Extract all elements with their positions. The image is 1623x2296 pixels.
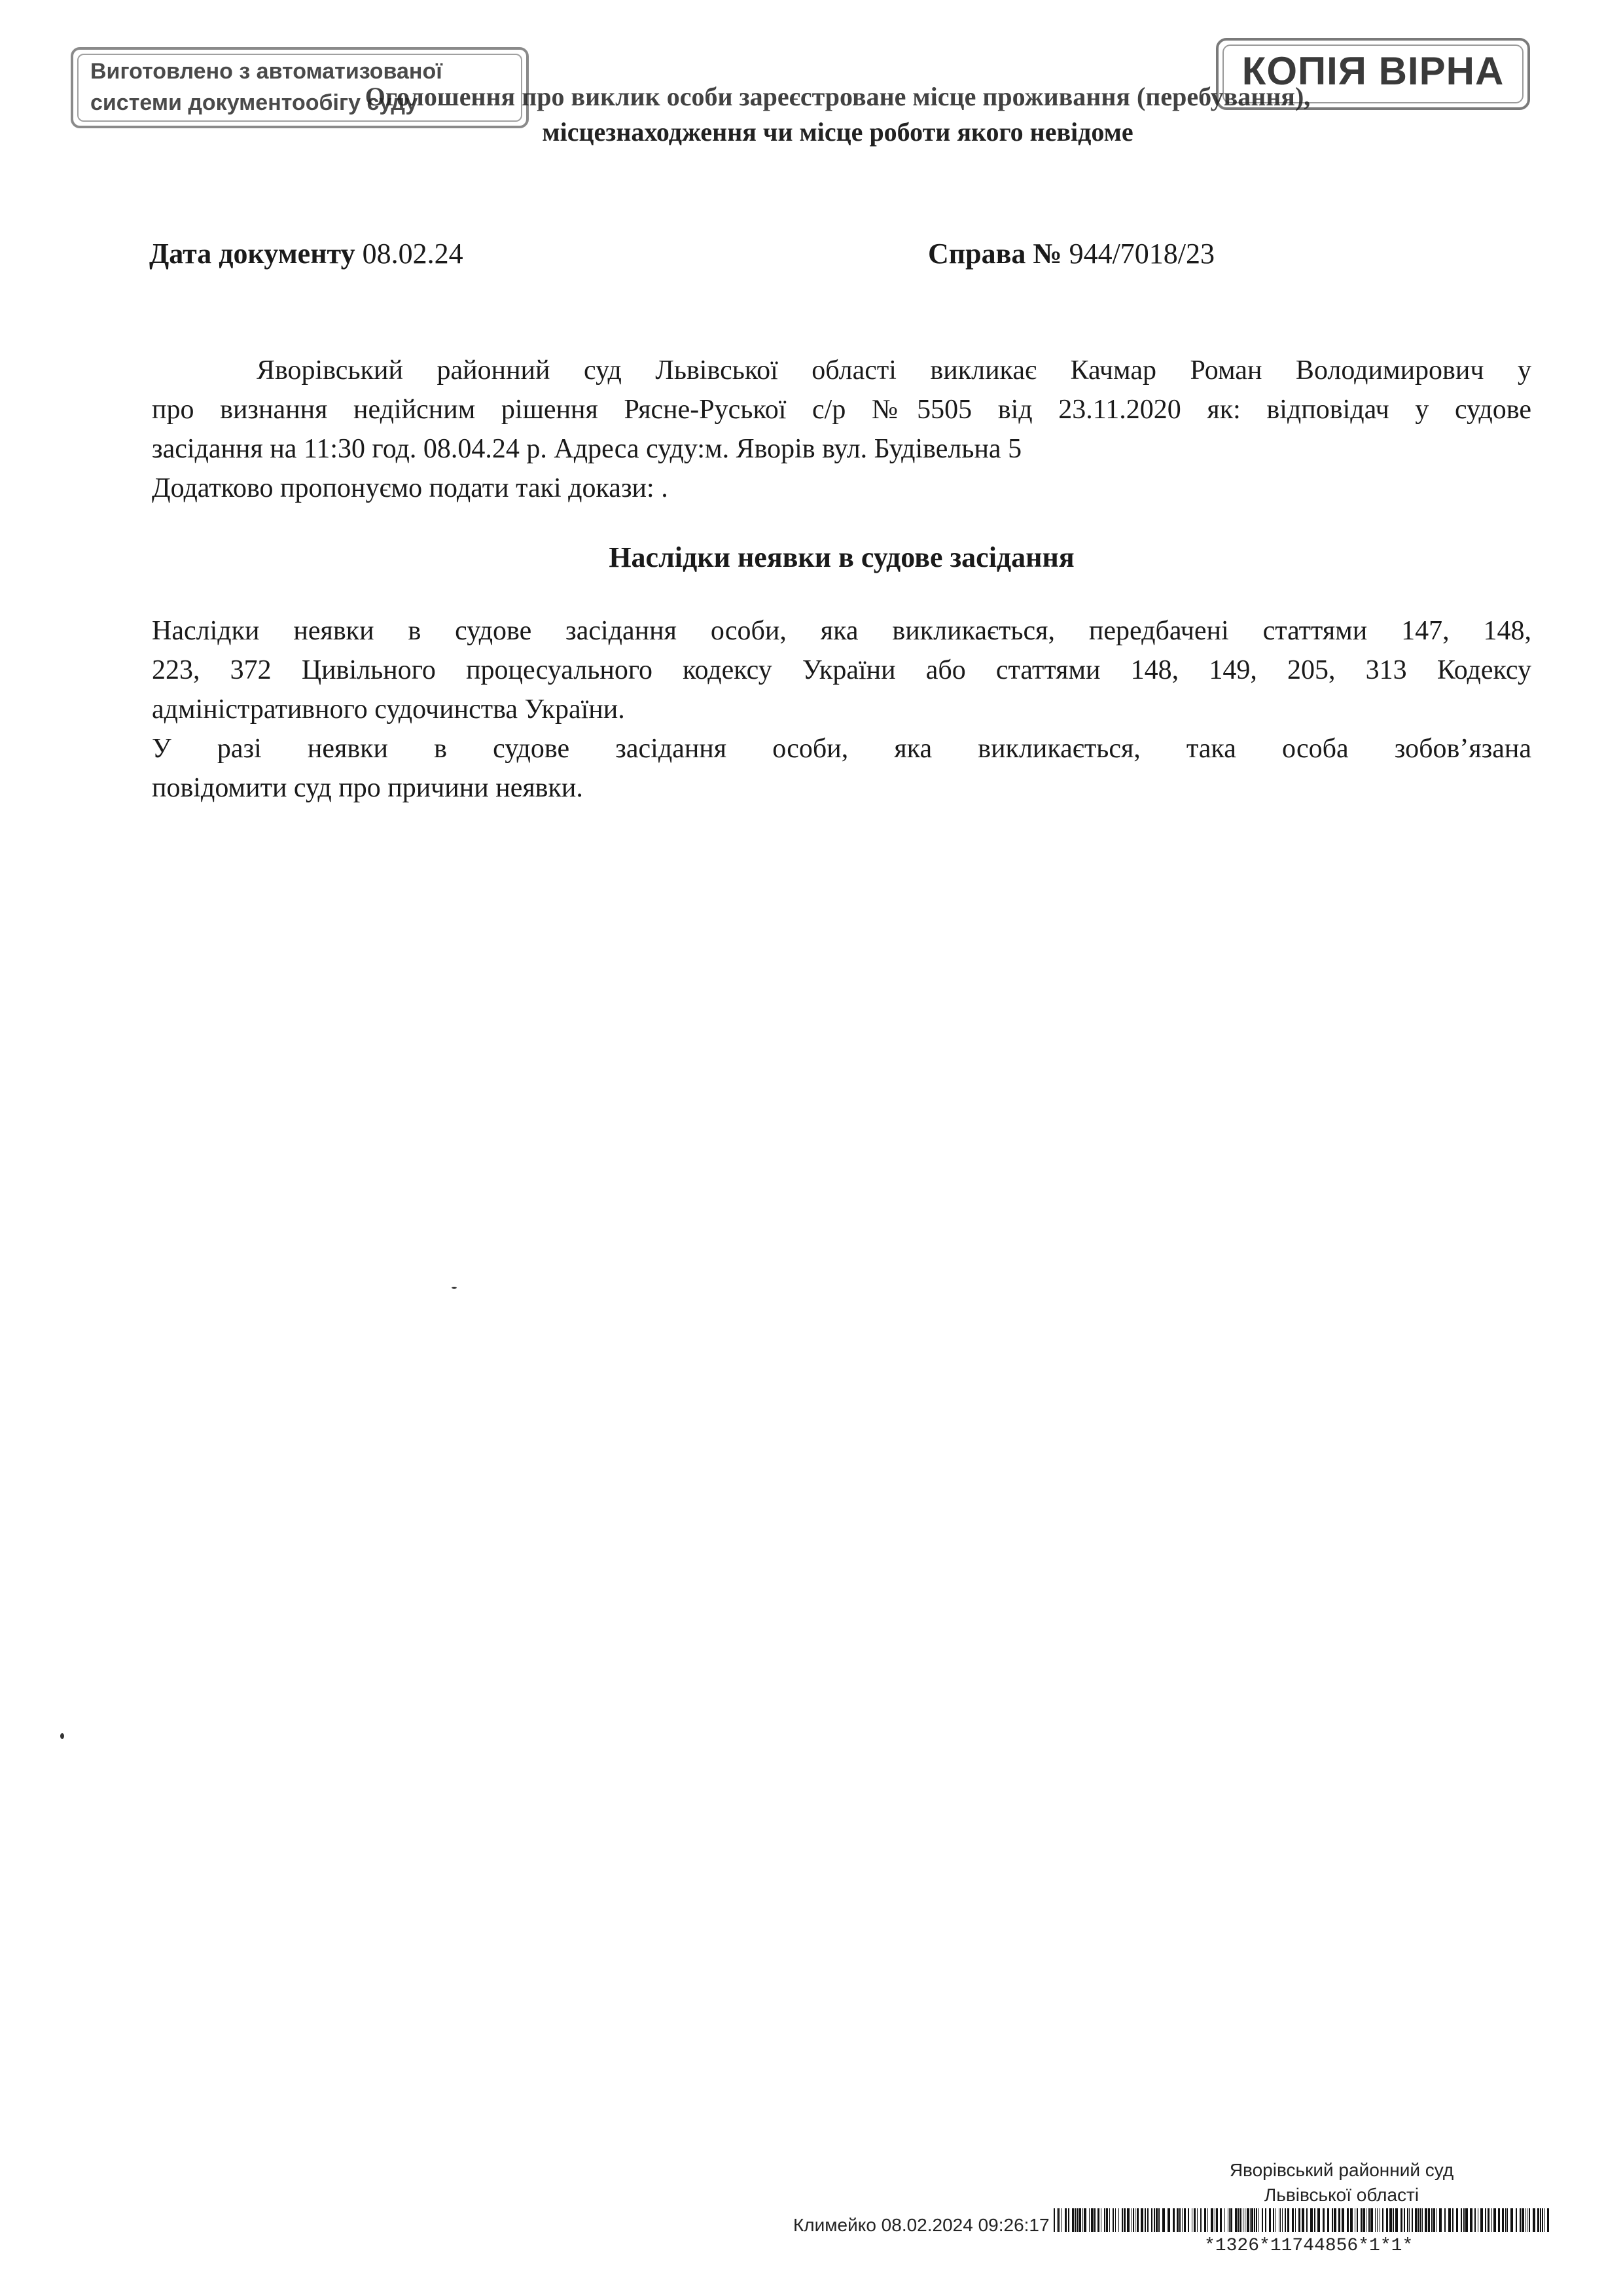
barcode-bar (1334, 2208, 1336, 2232)
barcode-bar (1493, 2208, 1496, 2232)
barcode-bar (1207, 2208, 1208, 2232)
barcode-bar (1204, 2208, 1206, 2232)
barcode-bar (1436, 2208, 1437, 2232)
barcode-bar (1106, 2208, 1108, 2232)
barcode-bar (1211, 2208, 1213, 2232)
barcode-bar (1377, 2208, 1378, 2232)
barcode-bar (1273, 2208, 1274, 2232)
document-title-line2: місцезнаходження чи місце роботи якого невідоме (542, 117, 1133, 147)
barcode-bar (1474, 2208, 1476, 2232)
stamp-auto-line1: Виготовлено з автоматизованої (90, 59, 442, 84)
barcode-bar (1533, 2208, 1535, 2232)
barcode-bar (1520, 2208, 1521, 2232)
barcode-bar (1370, 2208, 1373, 2232)
barcode-bar (1054, 2208, 1055, 2232)
barcode-bar (1418, 2208, 1419, 2232)
barcode-bar (1251, 2208, 1253, 2232)
barcode-bar (1282, 2208, 1283, 2232)
barcode-bar (1177, 2208, 1179, 2232)
footer-user-timestamp: Климейко 08.02.2024 09:26:17 (793, 2215, 1050, 2235)
barcode-bar (1409, 2208, 1410, 2232)
barcode-bar (1280, 2208, 1281, 2232)
barcode-bar (1285, 2208, 1286, 2232)
barcode-bar (1173, 2208, 1175, 2232)
barcode-bar (1314, 2208, 1315, 2232)
document-date (149, 237, 463, 270)
barcode-bar (1072, 2208, 1074, 2232)
barcode-bar (1122, 2208, 1123, 2232)
barcode-bar (1298, 2208, 1300, 2232)
barcode-bar (1386, 2208, 1388, 2232)
barcode-bar (1422, 2208, 1423, 2232)
paragraph-line: Яворівський районний суд Львівської області викликає Качмар Роман Володимирович у (257, 355, 1531, 386)
barcode-bar (1230, 2208, 1232, 2232)
case-label: Справа № (928, 238, 1062, 270)
barcode-bar (1104, 2208, 1105, 2232)
barcode-bar (1250, 2208, 1251, 2232)
paragraph-line: У разі неявки в судове засідання особи, яка викликається, така особа зобов’язана (152, 734, 1531, 764)
barcode-bar (1428, 2208, 1430, 2232)
barcode-bar (1393, 2208, 1394, 2232)
barcode-bar (1115, 2208, 1116, 2232)
barcode-bar (1395, 2208, 1398, 2232)
barcode-bar (1310, 2208, 1313, 2232)
barcode-bar (1118, 2208, 1119, 2232)
barcode-bar (1229, 2208, 1230, 2232)
barcode-bar (1502, 2208, 1504, 2232)
barcode-bar (1182, 2208, 1183, 2232)
barcode-bar (1525, 2208, 1526, 2232)
barcode-bar (1480, 2208, 1483, 2232)
barcode-bar (1522, 2208, 1524, 2232)
barcode-bar (1470, 2208, 1472, 2232)
barcode-bar (1306, 2208, 1308, 2232)
barcode-bar (1412, 2208, 1413, 2232)
barcode-bar (1357, 2208, 1358, 2232)
barcode-bar (1485, 2208, 1486, 2232)
barcode-bar (1465, 2208, 1468, 2232)
barcode-bar (1133, 2208, 1134, 2232)
barcode-bar (1332, 2208, 1333, 2232)
barcode-bar (1113, 2208, 1114, 2232)
barcode-bar (1216, 2208, 1218, 2232)
barcode-bar (1145, 2208, 1146, 2232)
barcode-bar (1124, 2208, 1126, 2232)
barcode-bar (1295, 2208, 1296, 2232)
barcode-bar (1256, 2208, 1257, 2232)
barcode-bar (1082, 2208, 1083, 2232)
barcode-bar (1194, 2208, 1196, 2232)
barcode-bar (1347, 2208, 1349, 2232)
barcode-bar (1456, 2208, 1458, 2232)
barcode-bar (1258, 2208, 1259, 2232)
barcode-bar (1404, 2208, 1405, 2232)
barcode-bar (1075, 2208, 1076, 2232)
barcode-bar (1137, 2208, 1139, 2232)
barcode-bar (1184, 2208, 1186, 2232)
barcode-bar (1238, 2208, 1240, 2232)
barcode-bar (1491, 2208, 1492, 2232)
summons-paragraph (152, 351, 1531, 508)
barcode-bar (1547, 2208, 1549, 2232)
barcode-bar (1224, 2208, 1225, 2232)
barcode-bar (1061, 2208, 1062, 2232)
barcode-bar (1461, 2208, 1462, 2232)
barcode-bar (1197, 2208, 1198, 2232)
paragraph-line: Наслідки неявки в судове засідання особи, яка викликається, передбачені статтями 147, 148, (152, 616, 1531, 646)
consequences-paragraph (152, 611, 1531, 808)
scan-speck (452, 1287, 457, 1289)
case-value: 944/7018/23 (1069, 238, 1215, 270)
barcode-bar (1240, 2208, 1241, 2232)
footer-court-name: Яворівський районний суд (1229, 2160, 1454, 2180)
stamp-auto-line2: системи документообігу суду (90, 90, 418, 115)
barcode-bar (1058, 2208, 1060, 2232)
barcode-bar (1091, 2208, 1094, 2232)
barcode-bar (1265, 2208, 1266, 2232)
barcode-bar (1269, 2208, 1271, 2232)
barcode-bar (1433, 2208, 1435, 2232)
barcode-bar (1542, 2208, 1543, 2232)
barcode-bar (1431, 2208, 1433, 2232)
barcode-bar (1158, 2208, 1160, 2232)
barcode-bar (1200, 2208, 1202, 2232)
barcode-bar (1544, 2208, 1545, 2232)
barcode-bar (1109, 2208, 1110, 2232)
barcode-bar (1287, 2208, 1289, 2232)
barcode-bar (1407, 2208, 1408, 2232)
paragraph-line: Додатково пропонуємо подати такі докази: . (152, 473, 668, 503)
barcode-bar (1262, 2208, 1263, 2232)
barcode-bar (1529, 2208, 1530, 2232)
barcode-bar (1505, 2208, 1506, 2232)
barcode-bar (1342, 2208, 1344, 2232)
barcode-bar (1057, 2208, 1058, 2232)
paragraph-line: повідомити суд про причини неявки. (152, 773, 583, 803)
barcode-bar (1084, 2208, 1086, 2232)
barcode-bar (1498, 2208, 1500, 2232)
barcode-bar (1361, 2208, 1363, 2232)
barcode-bar (1439, 2208, 1442, 2232)
barcode-bar (1141, 2208, 1143, 2232)
barcode-bar (1151, 2208, 1152, 2232)
barcode-bar (1323, 2208, 1325, 2232)
barcode-bar (1275, 2208, 1276, 2232)
barcode-bar (1162, 2208, 1165, 2232)
date-label: Дата документу (149, 238, 355, 270)
barcode-bar (1317, 2208, 1320, 2232)
date-value: 08.02.24 (362, 238, 463, 270)
barcode-bar (1389, 2208, 1392, 2232)
barcode-bar (1220, 2208, 1222, 2232)
barcode-bar (1089, 2208, 1090, 2232)
barcode-bar (1375, 2208, 1376, 2232)
paragraph-line: 223, 372 Цивільного процесуального кодексу України або статтями 148, 149, 205, 313 Кодексу (152, 655, 1531, 685)
barcode-bar (1079, 2208, 1081, 2232)
barcode-bar (1425, 2208, 1427, 2232)
barcode-number: *1326*11744856*1*1* (1204, 2236, 1414, 2256)
barcode-bar (1154, 2208, 1155, 2232)
barcode-bar (1338, 2208, 1340, 2232)
barcode-bar (1452, 2208, 1453, 2232)
barcode-bar (1327, 2208, 1329, 2232)
paragraph-line: про визнання недійсним рішення Рясне-Руської с/р №5505 від 23.11.2020 як: відповідач у судове (152, 395, 1531, 425)
barcode-bar (1415, 2208, 1418, 2232)
barcode (1054, 2208, 1551, 2232)
scan-speck (60, 1733, 64, 1739)
barcode-bar (1235, 2208, 1238, 2232)
barcode-bar (1065, 2208, 1067, 2232)
section-heading: Наслідки неявки в судове засідання (609, 541, 1075, 573)
barcode-bar (1463, 2208, 1465, 2232)
barcode-bar (1516, 2208, 1517, 2232)
barcode-bar (1368, 2208, 1370, 2232)
barcode-bar (1247, 2208, 1249, 2232)
barcode-bar (1350, 2208, 1353, 2232)
barcode-bar (1302, 2208, 1304, 2232)
paragraph-line: засідання на 11:30 год. 08.04.24 р. Адреса суду:м. Яворів вул. Будівельна 5 (152, 434, 1022, 464)
barcode-bar (1094, 2208, 1096, 2232)
barcode-bar (1068, 2208, 1069, 2232)
barcode-bar (1168, 2208, 1170, 2232)
barcode-bar (1127, 2208, 1130, 2232)
barcode-bar (1382, 2208, 1383, 2232)
barcode-bar (1507, 2208, 1508, 2232)
barcode-bar (1363, 2208, 1365, 2232)
barcode-bar (1448, 2208, 1451, 2232)
barcode-bar (1444, 2208, 1446, 2232)
barcode-bar (1488, 2208, 1489, 2232)
barcode-bar (1077, 2208, 1079, 2232)
barcode-bar (1292, 2208, 1294, 2232)
barcode-bar (1188, 2208, 1189, 2232)
barcode-bar (1401, 2208, 1402, 2232)
document-title-line1: Оголошення про виклик особи зареєстроване місце проживання (перебування), (365, 82, 1311, 111)
barcode-bar (1097, 2208, 1099, 2232)
case-number (928, 237, 1215, 270)
barcode-bar (1254, 2208, 1255, 2232)
paragraph-line: адміністративного судочинства України. (152, 694, 625, 725)
barcode-bar (1147, 2208, 1149, 2232)
barcode-bar (1179, 2208, 1181, 2232)
barcode-bar (1156, 2208, 1158, 2232)
footer-court-region: Львівської області (1264, 2185, 1419, 2205)
stamp-copy-text: КОПІЯ ВІРНА (1241, 49, 1505, 93)
barcode-bar (1540, 2208, 1541, 2232)
barcode-bar (1537, 2208, 1539, 2232)
barcode-bar (1510, 2208, 1513, 2232)
barcode-bar (1420, 2208, 1421, 2232)
